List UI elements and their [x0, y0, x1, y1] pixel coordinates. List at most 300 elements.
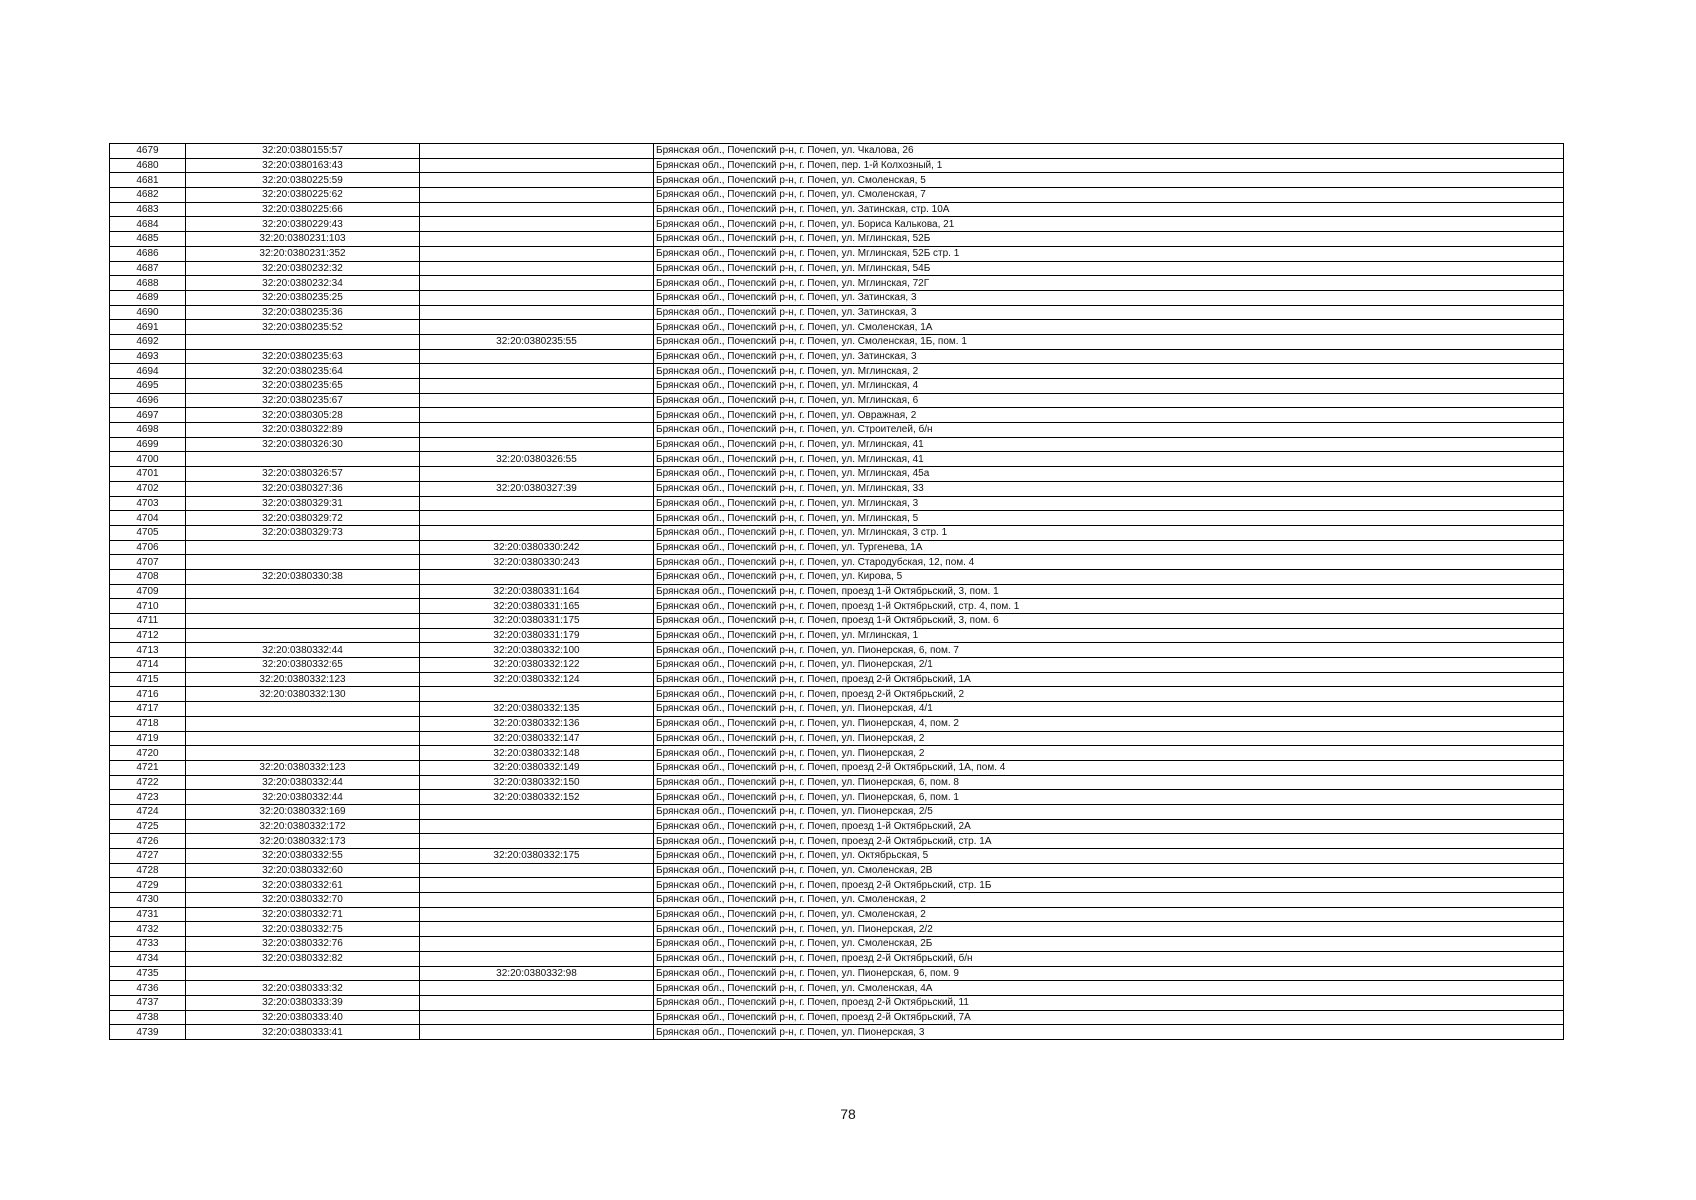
row-number-cell: 4696	[110, 393, 186, 408]
building-cadastral-number-cell	[420, 951, 654, 966]
address-cell: Брянская обл., Почепский р-н, г. Почеп, проезд 1-й Октябрьский, 3, пом. 6	[654, 614, 1564, 629]
table-row	[110, 937, 1564, 952]
land-cadastral-number-cell	[186, 716, 420, 731]
table-row	[110, 349, 1564, 364]
row-number-cell: 4680	[110, 158, 186, 173]
building-cadastral-number-cell	[420, 202, 654, 217]
table-row	[110, 202, 1564, 217]
row-number-cell: 4721	[110, 760, 186, 775]
building-cadastral-number-cell	[420, 525, 654, 540]
row-number-cell: 4685	[110, 232, 186, 247]
table-row	[110, 775, 1564, 790]
table-row	[110, 261, 1564, 276]
table-row	[110, 760, 1564, 775]
table-row	[110, 966, 1564, 981]
land-cadastral-number-cell: 32:20:0380305:28	[186, 408, 420, 423]
row-number-cell: 4714	[110, 658, 186, 673]
row-number-cell: 4708	[110, 569, 186, 584]
land-cadastral-number-cell	[186, 731, 420, 746]
address-cell: Брянская обл., Почепский р-н, г. Почеп, ул. Пионерская, 2/1	[654, 658, 1564, 673]
row-number-cell: 4706	[110, 540, 186, 555]
address-cell: Брянская обл., Почепский р-н, г. Почеп, ул. Тургенева, 1А	[654, 540, 1564, 555]
address-cell: Брянская обл., Почепский р-н, г. Почеп, ул. Октябрьская, 5	[654, 849, 1564, 864]
land-cadastral-number-cell: 32:20:0380235:25	[186, 290, 420, 305]
address-cell: Брянская обл., Почепский р-н, г. Почеп, ул. Пионерская, 4/1	[654, 702, 1564, 717]
land-cadastral-number-cell	[186, 334, 420, 349]
table-row	[110, 555, 1564, 570]
row-number-cell: 4730	[110, 893, 186, 908]
table-row	[110, 951, 1564, 966]
row-number-cell: 4688	[110, 276, 186, 291]
table-row	[110, 687, 1564, 702]
row-number-cell: 4723	[110, 790, 186, 805]
table-row	[110, 790, 1564, 805]
building-cadastral-number-cell	[420, 246, 654, 261]
address-cell: Брянская обл., Почепский р-н, г. Почеп, ул. Смоленская, 2	[654, 907, 1564, 922]
land-cadastral-number-cell: 32:20:0380329:72	[186, 511, 420, 526]
building-cadastral-number-cell	[420, 937, 654, 952]
table-row	[110, 981, 1564, 996]
address-cell: Брянская обл., Почепский р-н, г. Почеп, ул. Мглинская, 4	[654, 379, 1564, 394]
land-cadastral-number-cell: 32:20:0380231:352	[186, 246, 420, 261]
address-cell: Брянская обл., Почепский р-н, г. Почеп, ул. Овражная, 2	[654, 408, 1564, 423]
building-cadastral-number-cell: 32:20:0380332:136	[420, 716, 654, 731]
row-number-cell: 4691	[110, 320, 186, 335]
address-cell: Брянская обл., Почепский р-н, г. Почеп, ул. Мглинская, 33	[654, 481, 1564, 496]
address-cell: Брянская обл., Почепский р-н, г. Почеп, ул. Пионерская, 6, пом. 8	[654, 775, 1564, 790]
building-cadastral-number-cell: 32:20:0380235:55	[420, 334, 654, 349]
building-cadastral-number-cell	[420, 863, 654, 878]
land-cadastral-number-cell: 32:20:0380332:169	[186, 804, 420, 819]
building-cadastral-number-cell: 32:20:0380332:147	[420, 731, 654, 746]
row-number-cell: 4713	[110, 643, 186, 658]
building-cadastral-number-cell	[420, 878, 654, 893]
table-row	[110, 849, 1564, 864]
building-cadastral-number-cell: 32:20:0380332:98	[420, 966, 654, 981]
row-number-cell: 4694	[110, 364, 186, 379]
row-number-cell: 4692	[110, 334, 186, 349]
building-cadastral-number-cell	[420, 290, 654, 305]
building-cadastral-number-cell	[420, 819, 654, 834]
building-cadastral-number-cell	[420, 907, 654, 922]
table-row	[110, 716, 1564, 731]
row-number-cell: 4734	[110, 951, 186, 966]
address-cell: Брянская обл., Почепский р-н, г. Почеп, ул. Строителей, б/н	[654, 423, 1564, 438]
row-number-cell: 4722	[110, 775, 186, 790]
row-number-cell: 4738	[110, 1010, 186, 1025]
land-cadastral-number-cell: 32:20:0380235:52	[186, 320, 420, 335]
building-cadastral-number-cell	[420, 188, 654, 203]
row-number-cell: 4679	[110, 144, 186, 159]
row-number-cell: 4725	[110, 819, 186, 834]
land-cadastral-number-cell: 32:20:0380333:32	[186, 981, 420, 996]
building-cadastral-number-cell	[420, 1025, 654, 1040]
address-cell: Брянская обл., Почепский р-н, г. Почеп, ул. Пионерская, 6, пом. 7	[654, 643, 1564, 658]
land-cadastral-number-cell: 32:20:0380332:75	[186, 922, 420, 937]
table-row	[110, 614, 1564, 629]
building-cadastral-number-cell	[420, 408, 654, 423]
row-number-cell: 4728	[110, 863, 186, 878]
land-cadastral-number-cell: 32:20:0380326:30	[186, 437, 420, 452]
building-cadastral-number-cell	[420, 364, 654, 379]
address-cell: Брянская обл., Почепский р-н, г. Почеп, ул. Смоленская, 1Б, пом. 1	[654, 334, 1564, 349]
row-number-cell: 4690	[110, 305, 186, 320]
land-cadastral-number-cell: 32:20:0380333:41	[186, 1025, 420, 1040]
building-cadastral-number-cell: 32:20:0380332:148	[420, 746, 654, 761]
land-cadastral-number-cell: 32:20:0380163:43	[186, 158, 420, 173]
land-cadastral-number-cell: 32:20:0380332:173	[186, 834, 420, 849]
row-number-cell: 4698	[110, 423, 186, 438]
building-cadastral-number-cell: 32:20:0380331:179	[420, 628, 654, 643]
table-row	[110, 863, 1564, 878]
address-cell: Брянская обл., Почепский р-н, г. Почеп, ул. Пионерская, 2	[654, 746, 1564, 761]
row-number-cell: 4711	[110, 614, 186, 629]
land-cadastral-number-cell: 32:20:0380332:70	[186, 893, 420, 908]
building-cadastral-number-cell	[420, 393, 654, 408]
address-cell: Брянская обл., Почепский р-н, г. Почеп, ул. Затинская, 3	[654, 290, 1564, 305]
address-cell: Брянская обл., Почепский р-н, г. Почеп, проезд 2-й Октябрьский, 1А, пом. 4	[654, 760, 1564, 775]
address-cell: Брянская обл., Почепский р-н, г. Почеп, ул. Смоленская, 5	[654, 173, 1564, 188]
address-cell: Брянская обл., Почепский р-н, г. Почеп, проезд 2-й Октябрьский, 7А	[654, 1010, 1564, 1025]
row-number-cell: 4727	[110, 849, 186, 864]
land-cadastral-number-cell	[186, 555, 420, 570]
land-cadastral-number-cell: 32:20:0380332:172	[186, 819, 420, 834]
building-cadastral-number-cell	[420, 569, 654, 584]
address-cell: Брянская обл., Почепский р-н, г. Почеп, проезд 2-й Октябрьский, 2	[654, 687, 1564, 702]
row-number-cell: 4686	[110, 246, 186, 261]
address-cell: Брянская обл., Почепский р-н, г. Почеп, ул. Пионерская, 2/5	[654, 804, 1564, 819]
row-number-cell: 4689	[110, 290, 186, 305]
address-cell: Брянская обл., Почепский р-н, г. Почеп, ул. Кирова, 5	[654, 569, 1564, 584]
land-cadastral-number-cell: 32:20:0380332:60	[186, 863, 420, 878]
address-cell: Брянская обл., Почепский р-н, г. Почеп, ул. Смоленская, 2В	[654, 863, 1564, 878]
building-cadastral-number-cell: 32:20:0380331:175	[420, 614, 654, 629]
address-cell: Брянская обл., Почепский р-н, г. Почеп, ул. Затинская, стр. 10А	[654, 202, 1564, 217]
address-cell: Брянская обл., Почепский р-н, г. Почеп, ул. Смоленская, 7	[654, 188, 1564, 203]
address-cell: Брянская обл., Почепский р-н, г. Почеп, проезд 2-й Октябрьский, стр. 1Б	[654, 878, 1564, 893]
table-row	[110, 232, 1564, 247]
row-number-cell: 4731	[110, 907, 186, 922]
building-cadastral-number-cell	[420, 217, 654, 232]
row-number-cell: 4737	[110, 995, 186, 1010]
address-cell: Брянская обл., Почепский р-н, г. Почеп, ул. Смоленская, 2	[654, 893, 1564, 908]
land-cadastral-number-cell	[186, 614, 420, 629]
table-row	[110, 643, 1564, 658]
land-cadastral-number-cell: 32:20:0380332:123	[186, 672, 420, 687]
table-row	[110, 276, 1564, 291]
land-cadastral-number-cell: 32:20:0380330:38	[186, 569, 420, 584]
table-row	[110, 907, 1564, 922]
table-row	[110, 893, 1564, 908]
row-number-cell: 4697	[110, 408, 186, 423]
land-cadastral-number-cell: 32:20:0380235:63	[186, 349, 420, 364]
building-cadastral-number-cell	[420, 320, 654, 335]
row-number-cell: 4705	[110, 525, 186, 540]
address-cell: Брянская обл., Почепский р-н, г. Почеп, проезд 2-й Октябрьский, 1А	[654, 672, 1564, 687]
row-number-cell: 4703	[110, 496, 186, 511]
table-row	[110, 511, 1564, 526]
table-row	[110, 599, 1564, 614]
building-cadastral-number-cell	[420, 276, 654, 291]
building-cadastral-number-cell: 32:20:0380332:135	[420, 702, 654, 717]
building-cadastral-number-cell	[420, 232, 654, 247]
row-number-cell: 4736	[110, 981, 186, 996]
row-number-cell: 4682	[110, 188, 186, 203]
row-number-cell: 4699	[110, 437, 186, 452]
table-row	[110, 922, 1564, 937]
address-cell: Брянская обл., Почепский р-н, г. Почеп, ул. Мглинская, 72Г	[654, 276, 1564, 291]
building-cadastral-number-cell	[420, 834, 654, 849]
row-number-cell: 4739	[110, 1025, 186, 1040]
address-cell: Брянская обл., Почепский р-н, г. Почеп, пер. 1-й Колхозный, 1	[654, 158, 1564, 173]
table-row	[110, 746, 1564, 761]
address-cell: Брянская обл., Почепский р-н, г. Почеп, ул. Мглинская, 2	[654, 364, 1564, 379]
row-number-cell: 4717	[110, 702, 186, 717]
table-row	[110, 467, 1564, 482]
land-cadastral-number-cell	[186, 599, 420, 614]
land-cadastral-number-cell	[186, 452, 420, 467]
row-number-cell: 4693	[110, 349, 186, 364]
building-cadastral-number-cell	[420, 981, 654, 996]
building-cadastral-number-cell: 32:20:0380331:165	[420, 599, 654, 614]
table-row	[110, 496, 1564, 511]
address-cell: Брянская обл., Почепский р-н, г. Почеп, ул. Чкалова, 26	[654, 144, 1564, 159]
table-row	[110, 305, 1564, 320]
row-number-cell: 4687	[110, 261, 186, 276]
row-number-cell: 4715	[110, 672, 186, 687]
building-cadastral-number-cell	[420, 496, 654, 511]
table-row	[110, 819, 1564, 834]
row-number-cell: 4712	[110, 628, 186, 643]
table-row	[110, 246, 1564, 261]
building-cadastral-number-cell	[420, 437, 654, 452]
address-cell: Брянская обл., Почепский р-н, г. Почеп, ул. Мглинская, 3 стр. 1	[654, 525, 1564, 540]
land-cadastral-number-cell: 32:20:0380329:73	[186, 525, 420, 540]
address-cell: Брянская обл., Почепский р-н, г. Почеп, ул. Мглинская, 52Б стр. 1	[654, 246, 1564, 261]
building-cadastral-number-cell	[420, 893, 654, 908]
table-row	[110, 481, 1564, 496]
address-cell: Брянская обл., Почепский р-н, г. Почеп, проезд 1-й Октябрьский, 3, пом. 1	[654, 584, 1564, 599]
address-cell: Брянская обл., Почепский р-н, г. Почеп, ул. Пионерская, 4, пом. 2	[654, 716, 1564, 731]
page-number: 78	[840, 1106, 856, 1122]
row-number-cell: 4684	[110, 217, 186, 232]
table-row	[110, 1010, 1564, 1025]
address-cell: Брянская обл., Почепский р-н, г. Почеп, ул. Мглинская, 3	[654, 496, 1564, 511]
row-number-cell: 4724	[110, 804, 186, 819]
address-cell: Брянская обл., Почепский р-н, г. Почеп, ул. Смоленская, 4А	[654, 981, 1564, 996]
row-number-cell: 4681	[110, 173, 186, 188]
building-cadastral-number-cell: 32:20:0380330:242	[420, 540, 654, 555]
row-number-cell: 4729	[110, 878, 186, 893]
address-cell: Брянская обл., Почепский р-н, г. Почеп, ул. Затинская, 3	[654, 349, 1564, 364]
row-number-cell: 4700	[110, 452, 186, 467]
building-cadastral-number-cell	[420, 467, 654, 482]
land-cadastral-number-cell: 32:20:0380225:62	[186, 188, 420, 203]
table-row	[110, 423, 1564, 438]
row-number-cell: 4709	[110, 584, 186, 599]
address-cell: Брянская обл., Почепский р-н, г. Почеп, проезд 1-й Октябрьский, 2А	[654, 819, 1564, 834]
table-row	[110, 672, 1564, 687]
building-cadastral-number-cell	[420, 511, 654, 526]
land-cadastral-number-cell: 32:20:0380235:67	[186, 393, 420, 408]
building-cadastral-number-cell	[420, 804, 654, 819]
building-cadastral-number-cell	[420, 349, 654, 364]
land-cadastral-number-cell: 32:20:0380332:44	[186, 775, 420, 790]
building-cadastral-number-cell: 32:20:0380332:175	[420, 849, 654, 864]
building-cadastral-number-cell	[420, 305, 654, 320]
table-row	[110, 569, 1564, 584]
building-cadastral-number-cell	[420, 158, 654, 173]
land-cadastral-number-cell: 32:20:0380332:76	[186, 937, 420, 952]
land-cadastral-number-cell: 32:20:0380225:66	[186, 202, 420, 217]
row-number-cell: 4704	[110, 511, 186, 526]
address-cell: Брянская обл., Почепский р-н, г. Почеп, ул. Пионерская, 2	[654, 731, 1564, 746]
table-row	[110, 334, 1564, 349]
row-number-cell: 4695	[110, 379, 186, 394]
table-row	[110, 173, 1564, 188]
table-row	[110, 393, 1564, 408]
address-cell: Брянская обл., Почепский р-н, г. Почеп, проезд 2-й Октябрьский, б/н	[654, 951, 1564, 966]
registry-table-body	[110, 144, 1564, 1040]
land-cadastral-number-cell: 32:20:0380231:103	[186, 232, 420, 247]
table-row	[110, 144, 1564, 159]
table-row	[110, 437, 1564, 452]
address-cell: Брянская обл., Почепский р-н, г. Почеп, ул. Мглинская, 41	[654, 437, 1564, 452]
building-cadastral-number-cell: 32:20:0380332:150	[420, 775, 654, 790]
land-cadastral-number-cell	[186, 966, 420, 981]
land-cadastral-number-cell: 32:20:0380235:64	[186, 364, 420, 379]
table-row	[110, 379, 1564, 394]
land-cadastral-number-cell	[186, 584, 420, 599]
land-cadastral-number-cell: 32:20:0380235:36	[186, 305, 420, 320]
land-cadastral-number-cell	[186, 540, 420, 555]
address-cell: Брянская обл., Почепский р-н, г. Почеп, проезд 2-й Октябрьский, 11	[654, 995, 1564, 1010]
land-cadastral-number-cell: 32:20:0380322:89	[186, 423, 420, 438]
table-row	[110, 1025, 1564, 1040]
address-cell: Брянская обл., Почепский р-н, г. Почеп, ул. Пионерская, 6, пом. 1	[654, 790, 1564, 805]
table-row	[110, 628, 1564, 643]
address-cell: Брянская обл., Почепский р-н, г. Почеп, ул. Мглинская, 52Б	[654, 232, 1564, 247]
table-row	[110, 408, 1564, 423]
row-number-cell: 4710	[110, 599, 186, 614]
land-cadastral-number-cell: 32:20:0380332:130	[186, 687, 420, 702]
address-cell: Брянская обл., Почепский р-н, г. Почеп, ул. Затинская, 3	[654, 305, 1564, 320]
building-cadastral-number-cell	[420, 173, 654, 188]
building-cadastral-number-cell: 32:20:0380332:124	[420, 672, 654, 687]
building-cadastral-number-cell: 32:20:0380331:164	[420, 584, 654, 599]
table-row	[110, 290, 1564, 305]
land-cadastral-number-cell: 32:20:0380329:31	[186, 496, 420, 511]
table-row	[110, 320, 1564, 335]
table-row	[110, 878, 1564, 893]
land-cadastral-number-cell: 32:20:0380332:44	[186, 643, 420, 658]
address-cell: Брянская обл., Почепский р-н, г. Почеп, ул. Мглинская, 6	[654, 393, 1564, 408]
building-cadastral-number-cell: 32:20:0380330:243	[420, 555, 654, 570]
building-cadastral-number-cell: 32:20:0380326:55	[420, 452, 654, 467]
land-cadastral-number-cell: 32:20:0380229:43	[186, 217, 420, 232]
land-cadastral-number-cell: 32:20:0380326:57	[186, 467, 420, 482]
land-cadastral-number-cell	[186, 702, 420, 717]
row-number-cell: 4733	[110, 937, 186, 952]
land-cadastral-number-cell: 32:20:0380332:44	[186, 790, 420, 805]
land-cadastral-number-cell: 32:20:0380332:55	[186, 849, 420, 864]
address-cell: Брянская обл., Почепский р-н, г. Почеп, ул. Мглинская, 54Б	[654, 261, 1564, 276]
row-number-cell: 4718	[110, 716, 186, 731]
land-cadastral-number-cell: 32:20:0380333:40	[186, 1010, 420, 1025]
row-number-cell: 4735	[110, 966, 186, 981]
table-row	[110, 364, 1564, 379]
row-number-cell: 4726	[110, 834, 186, 849]
land-cadastral-number-cell: 32:20:0380332:123	[186, 760, 420, 775]
address-cell: Брянская обл., Почепский р-н, г. Почеп, проезд 1-й Октябрьский, стр. 4, пом. 1	[654, 599, 1564, 614]
building-cadastral-number-cell	[420, 261, 654, 276]
table-row	[110, 658, 1564, 673]
land-cadastral-number-cell: 32:20:0380332:71	[186, 907, 420, 922]
table-row	[110, 804, 1564, 819]
table-row	[110, 217, 1564, 232]
row-number-cell: 4707	[110, 555, 186, 570]
building-cadastral-number-cell	[420, 423, 654, 438]
land-cadastral-number-cell: 32:20:0380332:82	[186, 951, 420, 966]
row-number-cell: 4701	[110, 467, 186, 482]
address-cell: Брянская обл., Почепский р-н, г. Почеп, ул. Стародубская, 12, пом. 4	[654, 555, 1564, 570]
address-cell: Брянская обл., Почепский р-н, г. Почеп, ул. Мглинская, 41	[654, 452, 1564, 467]
address-cell: Брянская обл., Почепский р-н, г. Почеп, ул. Пионерская, 3	[654, 1025, 1564, 1040]
address-cell: Брянская обл., Почепский р-н, г. Почеп, ул. Мглинская, 1	[654, 628, 1564, 643]
building-cadastral-number-cell	[420, 379, 654, 394]
table-row	[110, 158, 1564, 173]
land-cadastral-number-cell	[186, 628, 420, 643]
row-number-cell: 4716	[110, 687, 186, 702]
property-registry-table	[109, 143, 1564, 1040]
row-number-cell: 4732	[110, 922, 186, 937]
land-cadastral-number-cell: 32:20:0380332:61	[186, 878, 420, 893]
row-number-cell: 4683	[110, 202, 186, 217]
address-cell: Брянская обл., Почепский р-н, г. Почеп, ул. Мглинская, 5	[654, 511, 1564, 526]
table-row	[110, 731, 1564, 746]
address-cell: Брянская обл., Почепский р-н, г. Почеп, ул. Смоленская, 2Б	[654, 937, 1564, 952]
table-row	[110, 525, 1564, 540]
row-number-cell: 4702	[110, 481, 186, 496]
table-row	[110, 584, 1564, 599]
row-number-cell: 4720	[110, 746, 186, 761]
land-cadastral-number-cell: 32:20:0380232:34	[186, 276, 420, 291]
address-cell: Брянская обл., Почепский р-н, г. Почеп, ул. Бориса Калькова, 21	[654, 217, 1564, 232]
building-cadastral-number-cell: 32:20:0380332:100	[420, 643, 654, 658]
building-cadastral-number-cell: 32:20:0380332:149	[420, 760, 654, 775]
land-cadastral-number-cell	[186, 746, 420, 761]
table-row	[110, 995, 1564, 1010]
land-cadastral-number-cell: 32:20:0380333:39	[186, 995, 420, 1010]
land-cadastral-number-cell: 32:20:0380235:65	[186, 379, 420, 394]
address-cell: Брянская обл., Почепский р-н, г. Почеп, ул. Пионерская, 6, пом. 9	[654, 966, 1564, 981]
building-cadastral-number-cell: 32:20:0380332:122	[420, 658, 654, 673]
building-cadastral-number-cell	[420, 687, 654, 702]
table-row	[110, 188, 1564, 203]
address-cell: Брянская обл., Почепский р-н, г. Почеп, проезд 2-й Октябрьский, стр. 1А	[654, 834, 1564, 849]
address-cell: Брянская обл., Почепский р-н, г. Почеп, ул. Пионерская, 2/2	[654, 922, 1564, 937]
table-row	[110, 540, 1564, 555]
table-row	[110, 702, 1564, 717]
building-cadastral-number-cell: 32:20:0380327:39	[420, 481, 654, 496]
building-cadastral-number-cell	[420, 922, 654, 937]
building-cadastral-number-cell	[420, 995, 654, 1010]
land-cadastral-number-cell: 32:20:0380155:57	[186, 144, 420, 159]
land-cadastral-number-cell: 32:20:0380327:36	[186, 481, 420, 496]
land-cadastral-number-cell: 32:20:0380225:59	[186, 173, 420, 188]
land-cadastral-number-cell: 32:20:0380332:65	[186, 658, 420, 673]
table-row	[110, 452, 1564, 467]
